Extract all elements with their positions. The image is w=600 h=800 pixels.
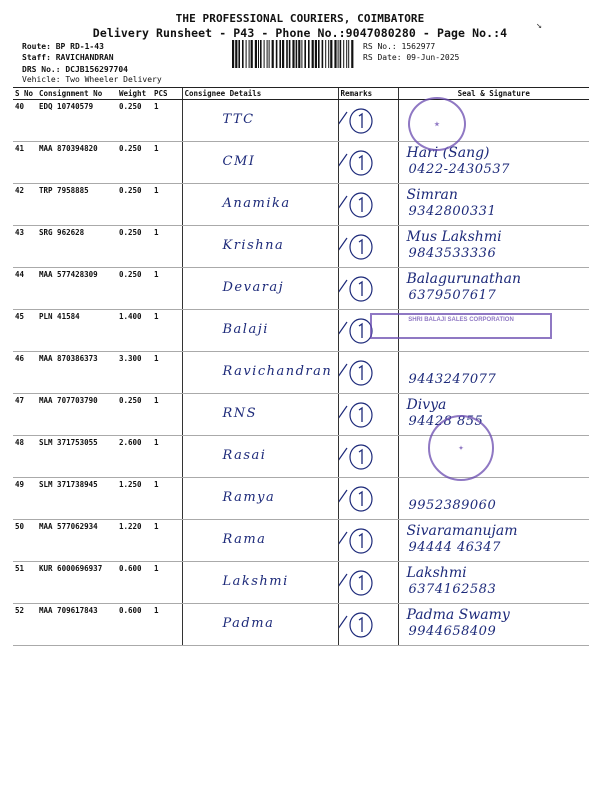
row-consignee-cell	[182, 562, 338, 604]
staff-name: RAVICHANDRAN	[55, 53, 114, 62]
signature-handwritten: Simran	[406, 187, 458, 203]
row-weight: 0.250	[117, 100, 152, 142]
barcode-bar	[304, 40, 306, 68]
row-pcs: 1	[152, 268, 182, 310]
signature-handwritten: Mus Lakshmi	[406, 229, 502, 245]
barcode-bar	[249, 40, 250, 68]
barcode-bar	[308, 40, 310, 68]
row-sno: 52	[13, 604, 37, 646]
consignee-handwritten: Rama	[222, 532, 267, 547]
barcode-bar	[260, 40, 262, 68]
barcode-bar	[264, 40, 265, 68]
row-remarks-cell	[338, 394, 398, 436]
barcode-bar	[346, 40, 347, 68]
row-weight: 0.250	[117, 268, 152, 310]
row-signature-cell	[398, 478, 589, 520]
row-signature-cell	[398, 352, 589, 394]
phone-handwritten: 94428 855	[408, 414, 484, 429]
row-signature-cell	[398, 520, 589, 562]
consignee-handwritten: TTC	[222, 112, 255, 127]
row-consignment-no: MAA 577428309	[37, 268, 117, 310]
barcode-bar	[258, 40, 259, 68]
col-sno: S No	[13, 88, 37, 100]
row-consignment-no: PLN 41584	[37, 310, 117, 352]
col-seal: Seal & Signature	[398, 88, 589, 100]
consignee-handwritten: Balaji	[222, 322, 269, 337]
barcode-bar	[267, 40, 268, 68]
staff-line	[22, 53, 114, 62]
table-row	[13, 394, 589, 436]
row-signature-cell	[398, 604, 589, 646]
barcode-bar	[351, 40, 353, 68]
consignee-handwritten: Rasai	[222, 448, 267, 463]
row-consignment-no: SLM 371738945	[37, 478, 117, 520]
row-consignee-cell	[182, 226, 338, 268]
consignee-handwritten: Padma	[222, 616, 275, 631]
circled-one-mark	[339, 442, 395, 472]
row-sno: 46	[13, 352, 37, 394]
table-row	[13, 604, 589, 646]
circled-one-mark	[339, 106, 395, 136]
row-remarks-cell	[338, 562, 398, 604]
consignee-handwritten: Ravichandran	[222, 364, 333, 379]
barcode-bar	[289, 40, 291, 68]
row-weight: 2.600	[117, 436, 152, 478]
phone-handwritten: 9944658409	[408, 624, 497, 639]
phone-handwritten: 9443247077	[408, 372, 497, 387]
drs-number: DCJB156297704	[65, 65, 128, 74]
consignee-handwritten: Lakshmi	[222, 574, 289, 589]
phone-handwritten: 0422-2430537	[408, 162, 510, 177]
barcode-bar	[296, 40, 298, 68]
row-weight: 0.600	[117, 604, 152, 646]
corner-mark: ↘	[536, 20, 543, 31]
row-consignee-cell	[182, 100, 338, 142]
barcode-bar	[328, 40, 329, 68]
row-weight: 0.250	[117, 184, 152, 226]
row-consignee-cell	[182, 352, 338, 394]
barcode-bar	[322, 40, 324, 68]
signature-handwritten: Divya	[406, 397, 447, 413]
circled-one-mark	[339, 190, 395, 220]
row-consignee-cell	[182, 184, 338, 226]
circled-one-mark	[339, 148, 395, 178]
row-consignment-no: MAA 577062934	[37, 520, 117, 562]
table-row	[13, 520, 589, 562]
row-consignee-cell	[182, 310, 338, 352]
barcode-bar	[325, 40, 326, 68]
col-consignment: Consignment No	[37, 88, 117, 100]
row-sno: 43	[13, 226, 37, 268]
phone-handwritten: 9952389060	[408, 498, 497, 513]
row-consignment-no: MAA 709617843	[37, 604, 117, 646]
row-consignment-no: SRG 962628	[37, 226, 117, 268]
consignee-handwritten: RNS	[222, 406, 258, 421]
circled-one-mark	[339, 610, 395, 640]
row-sno: 50	[13, 520, 37, 562]
row-weight: 3.300	[117, 352, 152, 394]
consignee-handwritten: Anamika	[222, 196, 291, 211]
row-consignment-no: MAA 870394820	[37, 142, 117, 184]
barcode-bar	[276, 40, 278, 68]
row-consignee-cell	[182, 436, 338, 478]
barcode-bar	[282, 40, 284, 68]
row-pcs: 1	[152, 142, 182, 184]
col-remarks: Remarks	[338, 88, 398, 100]
phone-handwritten: 6379507617	[408, 288, 497, 303]
barcode-bar	[298, 40, 300, 68]
company-seal-stamp: SHRI BALAJI SALES CORPORATION	[370, 313, 552, 339]
row-consignee-cell	[182, 268, 338, 310]
row-remarks-cell	[338, 268, 398, 310]
consignee-handwritten: Devaraj	[222, 280, 285, 295]
row-sno: 48	[13, 436, 37, 478]
row-weight: 0.250	[117, 142, 152, 184]
circled-one-mark	[339, 526, 395, 556]
row-consignment-no: MAA 707703790	[37, 394, 117, 436]
row-weight: 1.250	[117, 478, 152, 520]
table-header-row	[13, 88, 589, 100]
runsheet-table	[13, 87, 589, 646]
barcode-bar	[343, 40, 344, 68]
row-weight: 0.250	[117, 394, 152, 436]
circled-one-mark	[339, 484, 395, 514]
barcode-bar	[251, 40, 253, 68]
rs-number: RS No.: 1562977	[363, 42, 436, 51]
circled-one-mark	[339, 568, 395, 598]
col-weight: Weight	[117, 88, 152, 100]
barcode-bar	[279, 40, 281, 68]
barcode-bar	[238, 40, 240, 68]
barcode-bar	[312, 40, 314, 68]
table-row	[13, 436, 589, 478]
runsheet-title: Delivery Runsheet - P43 - Phone No.:9047080280 - Page No.:4	[92, 26, 508, 40]
circled-one-mark	[339, 400, 395, 430]
barcode-bar	[235, 40, 237, 68]
row-sno: 45	[13, 310, 37, 352]
round-seal-stamp: ★	[408, 97, 466, 151]
row-consignee-cell	[182, 394, 338, 436]
row-remarks-cell	[338, 184, 398, 226]
row-remarks-cell	[338, 478, 398, 520]
row-weight: 1.220	[117, 520, 152, 562]
circled-one-mark	[339, 232, 395, 262]
row-sno: 42	[13, 184, 37, 226]
barcode-bar	[318, 40, 320, 68]
table-row	[13, 184, 589, 226]
route: Route: BP RD-1-43	[22, 42, 104, 51]
vehicle: Vehicle: Two Wheeler Delivery	[22, 75, 162, 84]
signature-handwritten: Hari (Sang)	[406, 145, 490, 161]
row-signature-cell	[398, 226, 589, 268]
row-pcs: 1	[152, 520, 182, 562]
consignee-handwritten: Krishna	[222, 238, 285, 253]
row-sno: 41	[13, 142, 37, 184]
row-pcs: 1	[152, 394, 182, 436]
row-weight: 1.400	[117, 310, 152, 352]
rs-date: RS Date: 09-Jun-2025	[363, 53, 460, 62]
signature-handwritten: Sivaramanujam	[406, 523, 518, 539]
row-consignee-cell	[182, 478, 338, 520]
row-weight: 0.250	[117, 226, 152, 268]
row-pcs: 1	[152, 604, 182, 646]
row-pcs: 1	[152, 562, 182, 604]
row-signature-cell	[398, 562, 589, 604]
barcode-bar	[301, 40, 302, 68]
barcode-bar	[338, 40, 339, 68]
row-consignment-no: SLM 371753055	[37, 436, 117, 478]
row-sno: 51	[13, 562, 37, 604]
barcode-bar	[348, 40, 349, 68]
table-row	[13, 478, 589, 520]
row-remarks-cell	[338, 520, 398, 562]
barcode-bar	[330, 40, 332, 68]
circled-one-mark	[339, 358, 395, 388]
row-consignee-cell	[182, 520, 338, 562]
row-remarks-cell	[338, 604, 398, 646]
row-pcs: 1	[152, 478, 182, 520]
barcode-bar	[315, 40, 317, 68]
drs-label: DRS No.:	[22, 65, 61, 74]
col-pcs: PCS	[152, 88, 182, 100]
row-consignment-no: KUR 6000696937	[37, 562, 117, 604]
row-pcs: 1	[152, 226, 182, 268]
row-pcs: 1	[152, 352, 182, 394]
row-remarks-cell	[338, 142, 398, 184]
row-consignment-no: TRP 7958885	[37, 184, 117, 226]
row-signature-cell	[398, 184, 589, 226]
company-title: THE PROFESSIONAL COURIERS, COIMBATORE	[175, 12, 425, 25]
barcode-bar	[269, 40, 270, 68]
consignee-handwritten: CMI	[222, 154, 256, 169]
row-consignment-no: EDQ 10740579	[37, 100, 117, 142]
signature-handwritten: Padma Swamy	[406, 607, 510, 623]
barcode-bar	[246, 40, 247, 68]
barcode-bar	[242, 40, 244, 68]
row-remarks-cell	[338, 352, 398, 394]
table-row	[13, 100, 589, 142]
row-consignee-cell	[182, 604, 338, 646]
row-signature-cell	[398, 268, 589, 310]
phone-handwritten: 9843533336	[408, 246, 497, 261]
row-sno: 49	[13, 478, 37, 520]
barcode-bar	[334, 40, 336, 68]
barcode-bar	[286, 40, 288, 68]
consignee-handwritten: Ramya	[222, 490, 276, 505]
col-consignee: Consignee Details	[182, 88, 338, 100]
signature-handwritten: Lakshmi	[406, 565, 467, 581]
row-remarks-cell	[338, 100, 398, 142]
phone-handwritten: 94444 46347	[408, 540, 501, 555]
barcode	[232, 40, 356, 68]
barcode-bar	[272, 40, 274, 68]
table-row	[13, 268, 589, 310]
row-weight: 0.600	[117, 562, 152, 604]
table-row	[13, 142, 589, 184]
row-consignee-cell	[182, 142, 338, 184]
table-row	[13, 352, 589, 394]
row-signature-cell	[398, 394, 589, 436]
phone-handwritten: 9342800331	[408, 204, 497, 219]
row-consignment-no: MAA 870386373	[37, 352, 117, 394]
barcode-bar	[292, 40, 294, 68]
row-pcs: 1	[152, 100, 182, 142]
signature-handwritten: Balagurunathan	[406, 271, 522, 287]
row-remarks-cell	[338, 436, 398, 478]
row-sno: 40	[13, 100, 37, 142]
barcode-bar	[255, 40, 257, 68]
staff-label: Staff:	[22, 53, 51, 62]
table-row	[13, 226, 589, 268]
row-remarks-cell	[338, 226, 398, 268]
barcode-bar	[232, 40, 234, 68]
drs-line	[22, 65, 128, 74]
row-pcs: 1	[152, 310, 182, 352]
row-pcs: 1	[152, 184, 182, 226]
round-seal-stamp-2: ✦	[428, 415, 494, 481]
barcode-bar	[340, 40, 342, 68]
row-sno: 47	[13, 394, 37, 436]
row-sno: 44	[13, 268, 37, 310]
row-pcs: 1	[152, 436, 182, 478]
phone-handwritten: 6374162583	[408, 582, 497, 597]
circled-one-mark	[339, 274, 395, 304]
table-row	[13, 562, 589, 604]
